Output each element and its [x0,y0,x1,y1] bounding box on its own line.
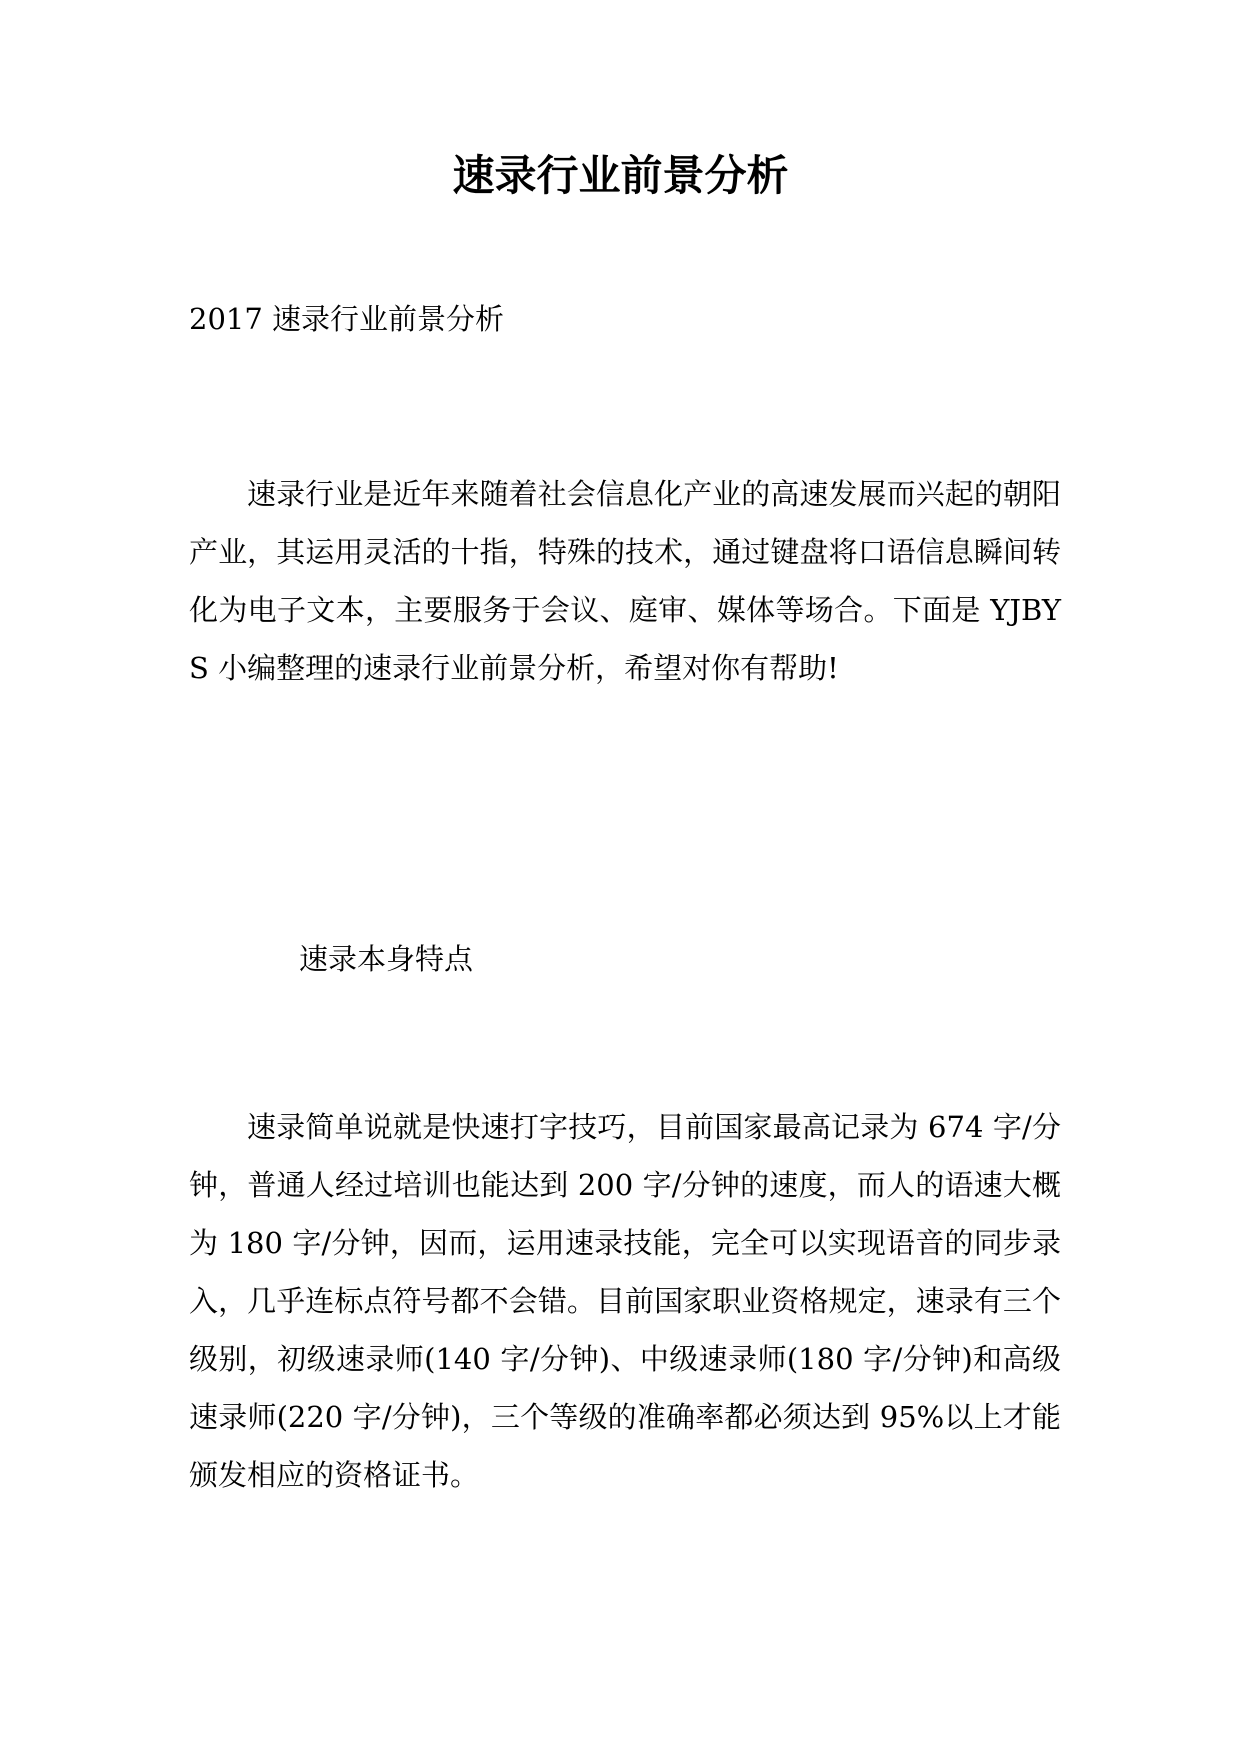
document-title: 速录行业前景分析 [452,151,789,200]
intro-paragraph: 速录行业是近年来随着社会信息化产业的高速发展而兴起的朝阳产业，其运用灵活的十指，特殊的技术，通过键盘将口语信息瞬间转化为电子文本，主要服务于会议、庭审、媒体等场合。下面是 YJBYS 小编整理的速录行业前景分析，希望对你有帮助! [189,477,1061,685]
section-heading: 速录本身特点 [299,942,474,976]
document-subtitle: 2017 速录行业前景分析 [189,302,505,336]
features-paragraph: 速录简单说就是快速打字技巧，目前国家最高记录为 674 字/分钟，普通人经过培训也能达到 200 字/分钟的速度，而人的语速大概为 180 字/分钟，因而，运用速录技能，完全可以实现语音的同步录入，几乎连标点符号都不会错。目前国家职业资格规定，速录有三个级别，初级速录师(140 字/分钟)、中级速录师(180 字/分钟)和高级速录师(220 字/分钟)，三个等级的准确率都必须达到 95%以上才能颁发相应的资格证书。 [189,1110,1061,1492]
